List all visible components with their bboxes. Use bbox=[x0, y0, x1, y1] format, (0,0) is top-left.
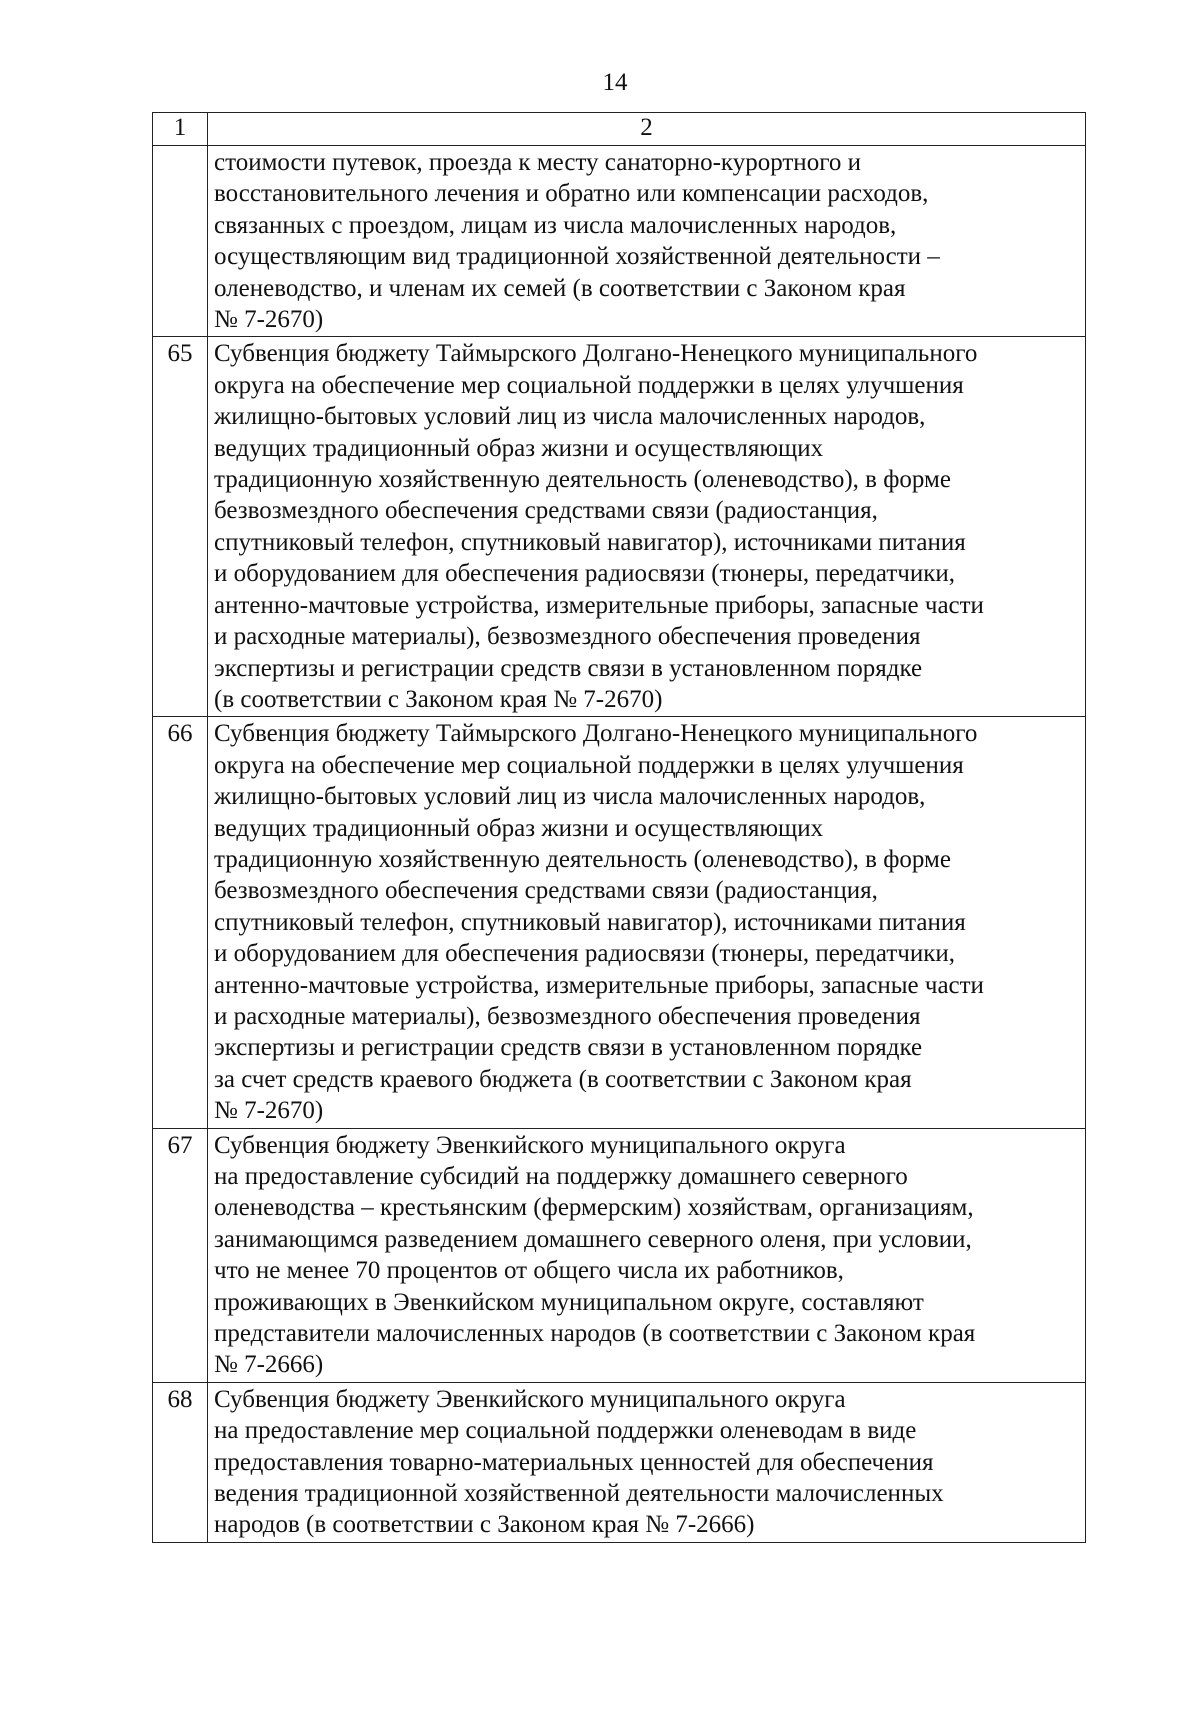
table-header-row bbox=[153, 113, 1086, 146]
row-description: Субвенция бюджету Таймырского Долгано-Ненецкого муниципального округа на обеспечение мер социальной поддержки в целях улучшения жилищно-бытовых условий лиц из числа малочисленных народов, ведущих традиционный образ жизни и осуществляющих традиционную хозяйственную деятельность (оленеводство), в форме безвозмездного обеспечения средствами связи (радиостанция, спутниковый телефон, спутниковый навигатор), источниками питания и оборудованием для обеспечения радиосвязи (тюнеры, передатчики, антенно-мачтовые устройства, измерительные приборы, запасные части и расходные материалы), безвозмездного обеспечения проведения экспертизы и регистрации средств связи в установленном порядке (в соответствии с Законом края № 7-2670) bbox=[208, 337, 1086, 717]
column-header-number: 1 bbox=[153, 113, 208, 146]
row-number: 66 bbox=[153, 717, 208, 1128]
table-row bbox=[153, 1128, 1086, 1382]
subvention-table bbox=[152, 112, 1086, 1543]
page-number: 14 bbox=[602, 69, 628, 96]
table-row bbox=[153, 717, 1086, 1128]
column-header-description: 2 bbox=[208, 113, 1086, 146]
row-number: 67 bbox=[153, 1128, 208, 1382]
row-description: Субвенция бюджету Таймырского Долгано-Ненецкого муниципального округа на обеспечение мер социальной поддержки в целях улучшения жилищно-бытовых условий лиц из числа малочисленных народов, ведущих традиционный образ жизни и осуществляющих традиционную хозяйственную деятельность (оленеводство), в форме безвозмездного обеспечения средствами связи (радиостанция, спутниковый телефон, спутниковый навигатор), источниками питания и оборудованием для обеспечения радиосвязи (тюнеры, передатчики, антенно-мачтовые устройства, измерительные приборы, запасные части и расходные материалы), безвозмездного обеспечения проведения экспертизы и регистрации средств связи в установленном порядке за счет средств краевого бюджета (в соответствии с Законом края № 7-2670) bbox=[208, 717, 1086, 1128]
row-number: 65 bbox=[153, 337, 208, 717]
row-number: 68 bbox=[153, 1382, 208, 1542]
table-row bbox=[153, 337, 1086, 717]
table-row bbox=[153, 146, 1086, 337]
row-number bbox=[153, 146, 208, 337]
row-description: стоимости путевок, проезда к месту санаторно-курортного и восстановительного лечения и обратно или компенсации расходов, связанных с проездом, лицам из числа малочисленных народов, осуществляющим вид традиционной хозяйственной деятельности – оленеводство, и членам их семей (в соответствии с Законом края № 7-2670) bbox=[208, 146, 1086, 337]
row-description: Субвенция бюджету Эвенкийского муниципального округа на предоставление мер социальной поддержки оленеводам в виде предоставления товарно-материальных ценностей для обеспечения ведения традиционной хозяйственной деятельности малочисленных народов (в соответствии с Законом края № 7-2666) bbox=[208, 1382, 1086, 1542]
row-description: Субвенция бюджету Эвенкийского муниципального округа на предоставление субсидий на поддержку домашнего северного оленеводства – крестьянским (фермерским) хозяйствам, организациям, занимающимся разведением домашнего северного оленя, при условии, что не менее 70 процентов от общего числа их работников, проживающих в Эвенкийском муниципальном округе, составляют представители малочисленных народов (в соответствии с Законом края № 7-2666) bbox=[208, 1128, 1086, 1382]
table-row bbox=[153, 1382, 1086, 1542]
